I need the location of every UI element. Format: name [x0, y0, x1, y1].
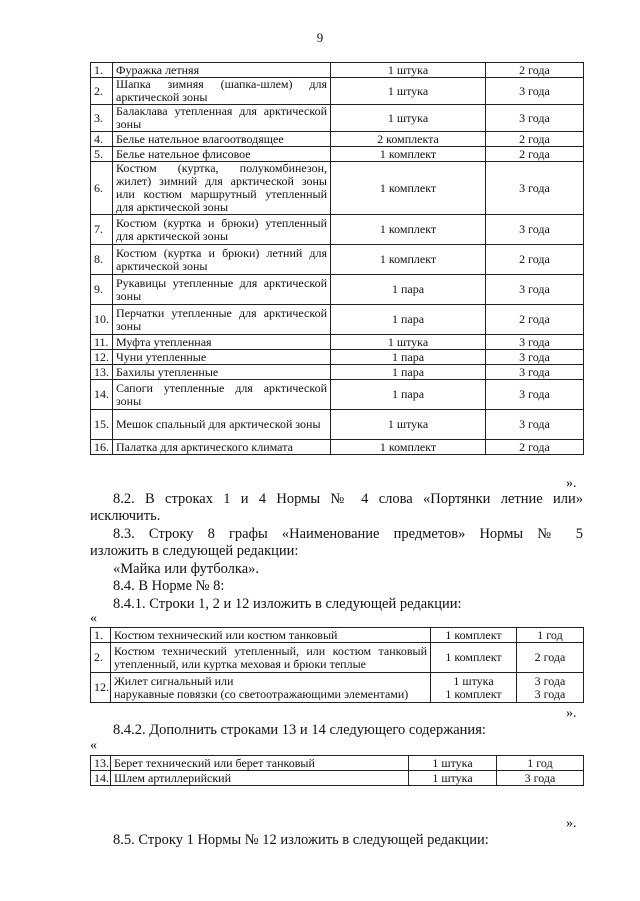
paragraph-8-3-cont: изложить в следующей редакции: — [90, 543, 299, 559]
row-number: 12. — [91, 350, 113, 365]
row-item: Берет технический или берет танковый — [111, 756, 409, 771]
row-item: Муфта утепленная — [113, 335, 331, 350]
row-term: 2 года — [486, 245, 584, 275]
row-number: 15. — [91, 410, 113, 440]
row-number: 13. — [91, 756, 111, 771]
table-row — [91, 440, 584, 455]
row-item: Фуражка летняя — [113, 63, 331, 78]
row-quantity — [431, 673, 517, 703]
table-row — [91, 771, 584, 786]
row-item: Шлем артиллерийский — [111, 771, 409, 786]
row-item: Белье нательное влагоотводящее — [113, 132, 331, 147]
table-row — [91, 147, 584, 162]
paragraph-8-3: 8.3. Строку 8 графы «Наименование предметов» Нормы № 5 — [113, 526, 583, 542]
table-row — [91, 643, 584, 673]
row-quantity: 1 штука — [331, 410, 486, 440]
row-item — [111, 673, 431, 703]
row-item: Сапоги утепленные для арктической зоны — [113, 380, 331, 410]
paragraph-8-4-2: 8.4.2. Дополнить строками 13 и 14 следующего содержания: — [113, 722, 486, 738]
row-term: 2 года — [486, 132, 584, 147]
norm-table-arctic — [90, 62, 584, 455]
row-quantity: 1 штука — [331, 63, 486, 78]
row-item: Костюм технический или костюм танковый — [111, 628, 431, 643]
row-quantity: 1 пара — [331, 305, 486, 335]
row-item: Костюм технический утепленный, или костюм танковый утепленный, или куртка меховая и брюки теплые — [111, 643, 431, 673]
row-term: 3 года — [497, 771, 584, 786]
row-quantity: 1 комплект — [331, 440, 486, 455]
row-quantity: 1 комплект — [431, 628, 517, 643]
row-term: 3 года — [486, 335, 584, 350]
row-quantity: 1 комплект — [431, 643, 517, 673]
table-row — [91, 78, 584, 105]
row-item: Костюм (куртка и брюки) летний для арктической зоны — [113, 245, 331, 275]
row-item-line: нарукавные повязки (со светоотражающими элементами) — [114, 686, 409, 701]
row-term: 2 года — [486, 147, 584, 162]
row-quantity: 1 штука — [409, 771, 497, 786]
table-c-close-quote: ». — [566, 816, 577, 831]
row-quantity: 1 штука — [331, 105, 486, 132]
row-term: 3 года — [486, 410, 584, 440]
table-row — [91, 215, 584, 245]
row-item: Белье нательное флисовое — [113, 147, 331, 162]
row-term: 2 года — [517, 643, 584, 673]
table-row — [91, 756, 584, 771]
row-number: 2. — [91, 78, 113, 105]
row-number: 9. — [91, 275, 113, 305]
row-number: 7. — [91, 215, 113, 245]
row-term: 1 год — [517, 628, 584, 643]
row-number: 1. — [91, 628, 111, 643]
table-row — [91, 305, 584, 335]
row-quantity-line: 1 штука — [453, 673, 494, 688]
table-row — [91, 380, 584, 410]
table-row — [91, 335, 584, 350]
table-row — [91, 275, 584, 305]
paragraph-8-3-quote: «Майка или футболка». — [113, 561, 260, 577]
row-quantity: 2 комплекта — [331, 132, 486, 147]
row-number: 12. — [91, 673, 111, 703]
row-number: 4. — [91, 132, 113, 147]
table-row — [91, 105, 584, 132]
row-item: Мешок спальный для арктической зоны — [113, 410, 331, 440]
row-term: 3 года — [486, 275, 584, 305]
table-c-open-quote: « — [90, 738, 97, 753]
table-row — [91, 63, 584, 78]
row-term: 3 года — [486, 365, 584, 380]
row-term: 2 года — [486, 305, 584, 335]
table-b-open-quote: « — [90, 611, 97, 626]
row-number: 16. — [91, 440, 113, 455]
row-term: 3 года — [486, 162, 584, 215]
paragraph-8-4-1: 8.4.1. Строки 1, 2 и 12 изложить в следующей редакции: — [113, 596, 462, 612]
row-quantity: 1 комплект — [331, 245, 486, 275]
row-term: 3 года — [486, 215, 584, 245]
row-quantity: 1 пара — [331, 350, 486, 365]
norm-8-additions-table — [90, 755, 584, 786]
table-row — [91, 132, 584, 147]
row-item: Бахилы утепленные — [113, 365, 331, 380]
row-term: 3 года — [486, 105, 584, 132]
row-quantity: 1 комплект — [331, 215, 486, 245]
table-row — [91, 162, 584, 215]
row-number: 10. — [91, 305, 113, 335]
row-quantity: 1 штука — [331, 78, 486, 105]
row-quantity: 1 комплект — [331, 162, 486, 215]
row-term: 3 года — [486, 350, 584, 365]
row-item: Костюм (куртка и брюки) утепленный для арктической зоны — [113, 215, 331, 245]
row-term: 3 года — [486, 78, 584, 105]
paragraph-8-5: 8.5. Строку 1 Нормы № 12 изложить в следующей редакции: — [113, 832, 489, 848]
row-quantity-line: 1 комплект — [445, 686, 502, 701]
page-number: 9 — [316, 30, 324, 45]
row-term: 3 года — [486, 380, 584, 410]
row-term: 2 года — [486, 63, 584, 78]
row-number: 5. — [91, 147, 113, 162]
row-number: 8. — [91, 245, 113, 275]
row-item: Рукавицы утепленные для арктической зоны — [113, 275, 331, 305]
row-term: 2 года — [486, 440, 584, 455]
row-item: Балаклава утепленная для арктической зоны — [113, 105, 331, 132]
row-number: 14. — [91, 380, 113, 410]
table-row — [91, 410, 584, 440]
row-number: 1. — [91, 63, 113, 78]
row-number: 11. — [91, 335, 113, 350]
table-b-close-quote: ». — [566, 706, 577, 721]
row-item: Палатка для арктического климата — [113, 440, 331, 455]
table-row — [91, 365, 584, 380]
row-number: 6. — [91, 162, 113, 215]
row-term: 1 год — [497, 756, 584, 771]
row-term-line: 3 года — [534, 686, 566, 701]
row-number: 3. — [91, 105, 113, 132]
row-item: Перчатки утепленные для арктической зоны — [113, 305, 331, 335]
row-quantity: 1 пара — [331, 275, 486, 305]
norm-8-table — [90, 627, 584, 703]
row-number: 2. — [91, 643, 111, 673]
row-term — [517, 673, 584, 703]
row-quantity: 1 пара — [331, 365, 486, 380]
row-item: Шапка зимняя (шапка-шлем) для арктической зоны — [113, 78, 331, 105]
row-number: 14. — [91, 771, 111, 786]
table-row — [91, 673, 584, 703]
row-quantity: 1 штука — [331, 335, 486, 350]
table-row — [91, 245, 584, 275]
paragraph-8-2: 8.2. В строках 1 и 4 Нормы № 4 слова «Портянки летние или» — [113, 491, 583, 507]
paragraph-8-4: 8.4. В Норме № 8: — [113, 578, 225, 594]
row-number: 13. — [91, 365, 113, 380]
row-item: Чуни утепленные — [113, 350, 331, 365]
row-quantity: 1 комплект — [331, 147, 486, 162]
paragraph-8-2-cont: исключить. — [90, 508, 161, 524]
table-row — [91, 350, 584, 365]
row-quantity: 1 штука — [409, 756, 497, 771]
row-item-line: Жилет сигнальный или — [114, 673, 234, 688]
row-term-line: 3 года — [534, 673, 566, 688]
table-row — [91, 628, 584, 643]
row-item: Костюм (куртка, полукомбинезон, жилет) зимний для арктической зоны или костюм маршрутный утепленный для арктической зоны — [113, 162, 331, 215]
table-main-close-quote: ». — [566, 476, 577, 491]
row-quantity: 1 пара — [331, 380, 486, 410]
